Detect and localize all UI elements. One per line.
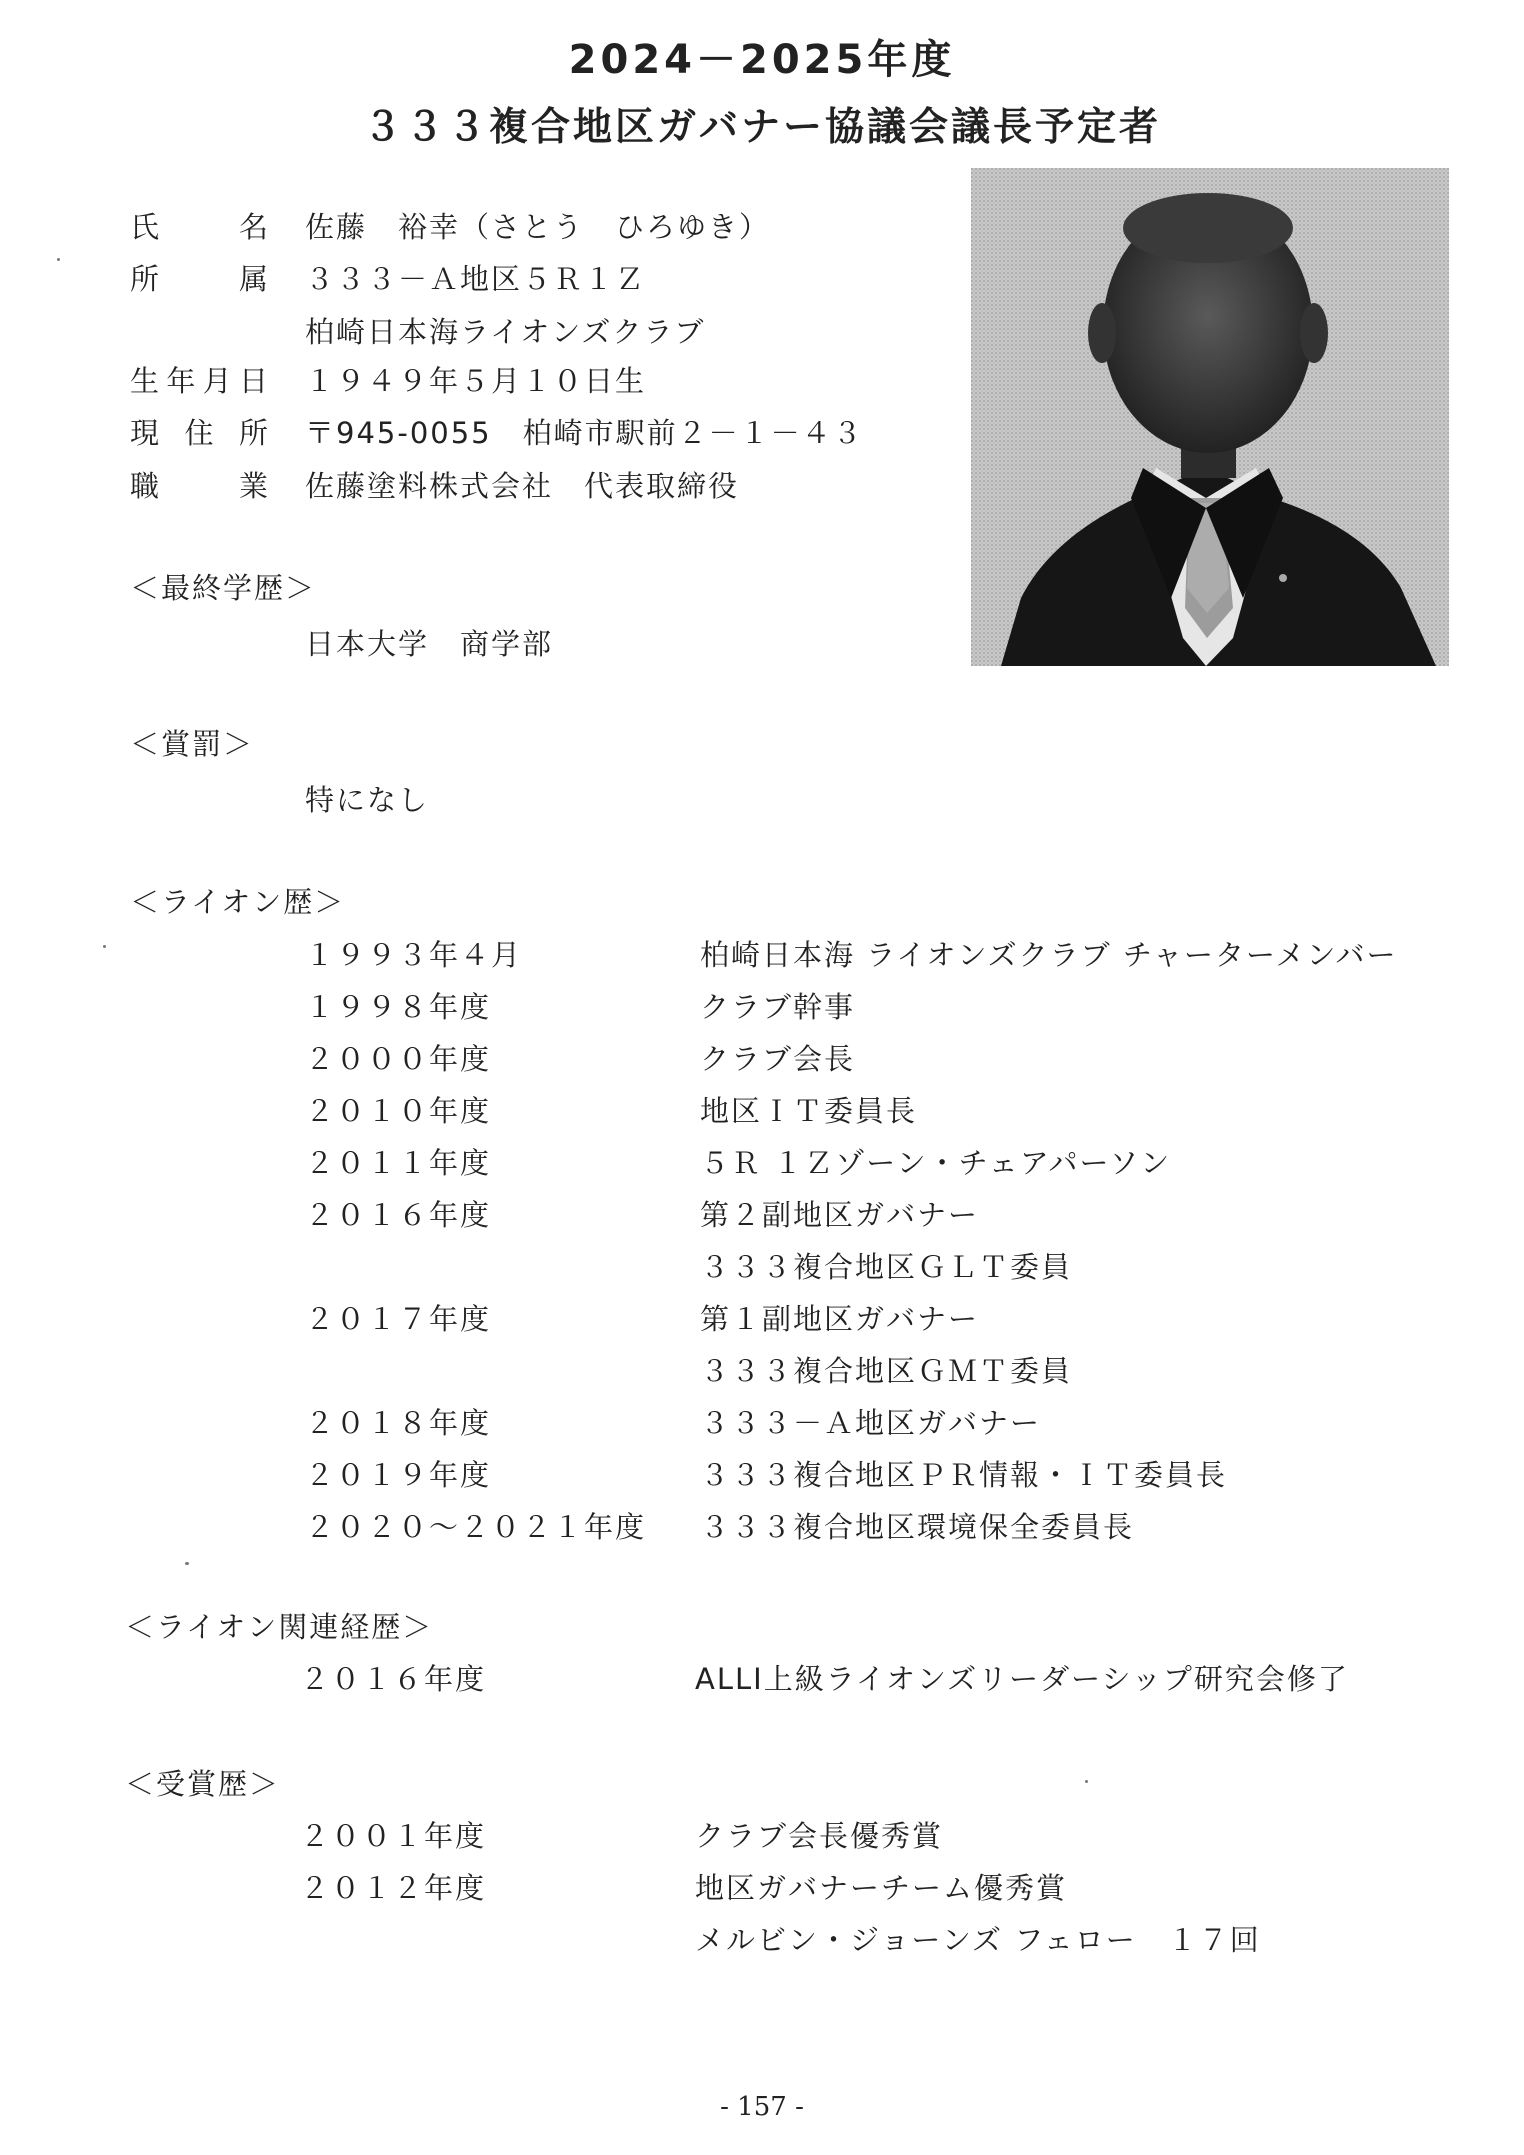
lions-history-desc: 柏崎日本海 ライオンズクラブ チャーターメンバー <box>700 938 1398 972</box>
profile-label-char: 年 <box>166 364 196 398</box>
scan-speck <box>57 258 60 261</box>
profile-label <box>130 411 268 452</box>
profile-label <box>130 205 268 246</box>
lions-history-desc: ３３３複合地区ＧＬＴ委員 <box>700 1250 1073 1284</box>
award-history-desc: クラブ会長優秀賞 <box>695 1819 944 1853</box>
lions-history-year: ２０１６年度 <box>305 1198 492 1232</box>
profile-label-char: 業 <box>238 469 268 503</box>
profile-label-char: 名 <box>238 210 268 244</box>
awards-penalties-heading: ＜賞罰＞ <box>130 727 255 761</box>
profile-label-char: 日 <box>238 364 268 398</box>
portrait-image <box>971 168 1449 666</box>
profile-value: 佐藤塗料株式会社 代表取締役 <box>305 469 740 503</box>
lions-history-year: １９９３年４月 <box>305 938 523 972</box>
education-value: 日本大学 商学部 <box>305 627 554 661</box>
lions-history-desc: ３３３複合地区ＧＭＴ委員 <box>700 1354 1073 1388</box>
lions-history-year: ２０１８年度 <box>305 1406 492 1440</box>
scan-speck <box>1085 1780 1088 1783</box>
award-history-heading: ＜受賞歴＞ <box>125 1767 281 1801</box>
profile-label-char: 職 <box>130 469 160 503</box>
profile-label-char: 月 <box>202 364 232 398</box>
lions-history-year: ２０１０年度 <box>305 1094 492 1128</box>
award-history-year: ２００１年度 <box>300 1819 487 1853</box>
scan-speck <box>103 945 106 948</box>
lions-history-desc: 第２副地区ガバナー <box>700 1198 980 1232</box>
profile-label-char: 生 <box>130 364 160 398</box>
profile-value: １９４９年５月１０日生 <box>305 364 647 398</box>
related-history-heading: ＜ライオン関連経歴＞ <box>125 1610 434 1644</box>
award-history-year: ２０１２年度 <box>300 1871 487 1905</box>
education-heading: ＜最終学歴＞ <box>130 571 317 605</box>
lions-history-year: ２０００年度 <box>305 1042 492 1076</box>
lions-history-desc: ３３３複合地区環境保全委員長 <box>700 1510 1135 1544</box>
lions-history-desc: クラブ幹事 <box>700 990 856 1024</box>
profile-label-char: 所 <box>238 416 268 450</box>
profile-label <box>130 464 268 505</box>
lions-history-year: ２０１９年度 <box>305 1458 492 1492</box>
profile-value: 佐藤 裕幸（さとう ひろゆき） <box>305 210 771 244</box>
related-history-desc: ALLI上級ライオンズリーダーシップ研究会修了 <box>695 1662 1349 1696</box>
lions-history-desc: 地区ＩＴ委員長 <box>700 1094 918 1128</box>
related-history-year: ２０１６年度 <box>300 1662 487 1696</box>
lions-history-year: １９９８年度 <box>305 990 492 1024</box>
lions-history-desc: ３３３－Ａ地区ガバナー <box>700 1406 1042 1440</box>
profile-value: ３３３－Ａ地区５Ｒ１Ｚ <box>305 262 647 296</box>
document-subtitle: ３３３複合地区ガバナー協議会議長予定者 <box>362 105 1161 150</box>
profile-label-char: 氏 <box>130 210 160 244</box>
profile-label <box>130 359 268 400</box>
lions-history-desc: 第１副地区ガバナー <box>700 1302 980 1336</box>
profile-label-char: 現 <box>130 416 160 450</box>
profile-label-char: 属 <box>238 262 268 296</box>
lions-history-desc: クラブ会長 <box>700 1042 856 1076</box>
portrait-photo <box>971 168 1449 666</box>
scan-speck <box>185 1562 189 1565</box>
awards-penalties-value: 特になし <box>305 783 430 817</box>
page-number: - 157 - <box>720 2092 804 2122</box>
profile-label-char: 住 <box>184 416 214 450</box>
lions-history-desc: ５Ｒ １Ｚゾーン・チェアパーソン <box>700 1146 1172 1180</box>
lions-history-desc: ３３３複合地区ＰＲ情報・ＩＴ委員長 <box>700 1458 1228 1492</box>
lions-history-heading: ＜ライオン歴＞ <box>130 885 346 919</box>
profile-value: 柏崎日本海ライオンズクラブ <box>305 315 706 349</box>
profile-label <box>130 257 268 298</box>
profile-label-char: 所 <box>130 262 160 296</box>
lions-history-year: ２０１７年度 <box>305 1302 492 1336</box>
lions-history-year: ２０２０～２０２１年度 <box>305 1510 647 1544</box>
award-history-desc: メルビン・ジョーンズ フェロー １７回 <box>695 1923 1261 1957</box>
document-title: 2024－2025年度 <box>568 37 956 83</box>
award-history-desc: 地区ガバナーチーム優秀賞 <box>695 1871 1068 1905</box>
lions-history-year: ２０１１年度 <box>305 1146 492 1180</box>
profile-value: 〒945-0055 柏崎市駅前２－１－４３ <box>305 416 864 450</box>
